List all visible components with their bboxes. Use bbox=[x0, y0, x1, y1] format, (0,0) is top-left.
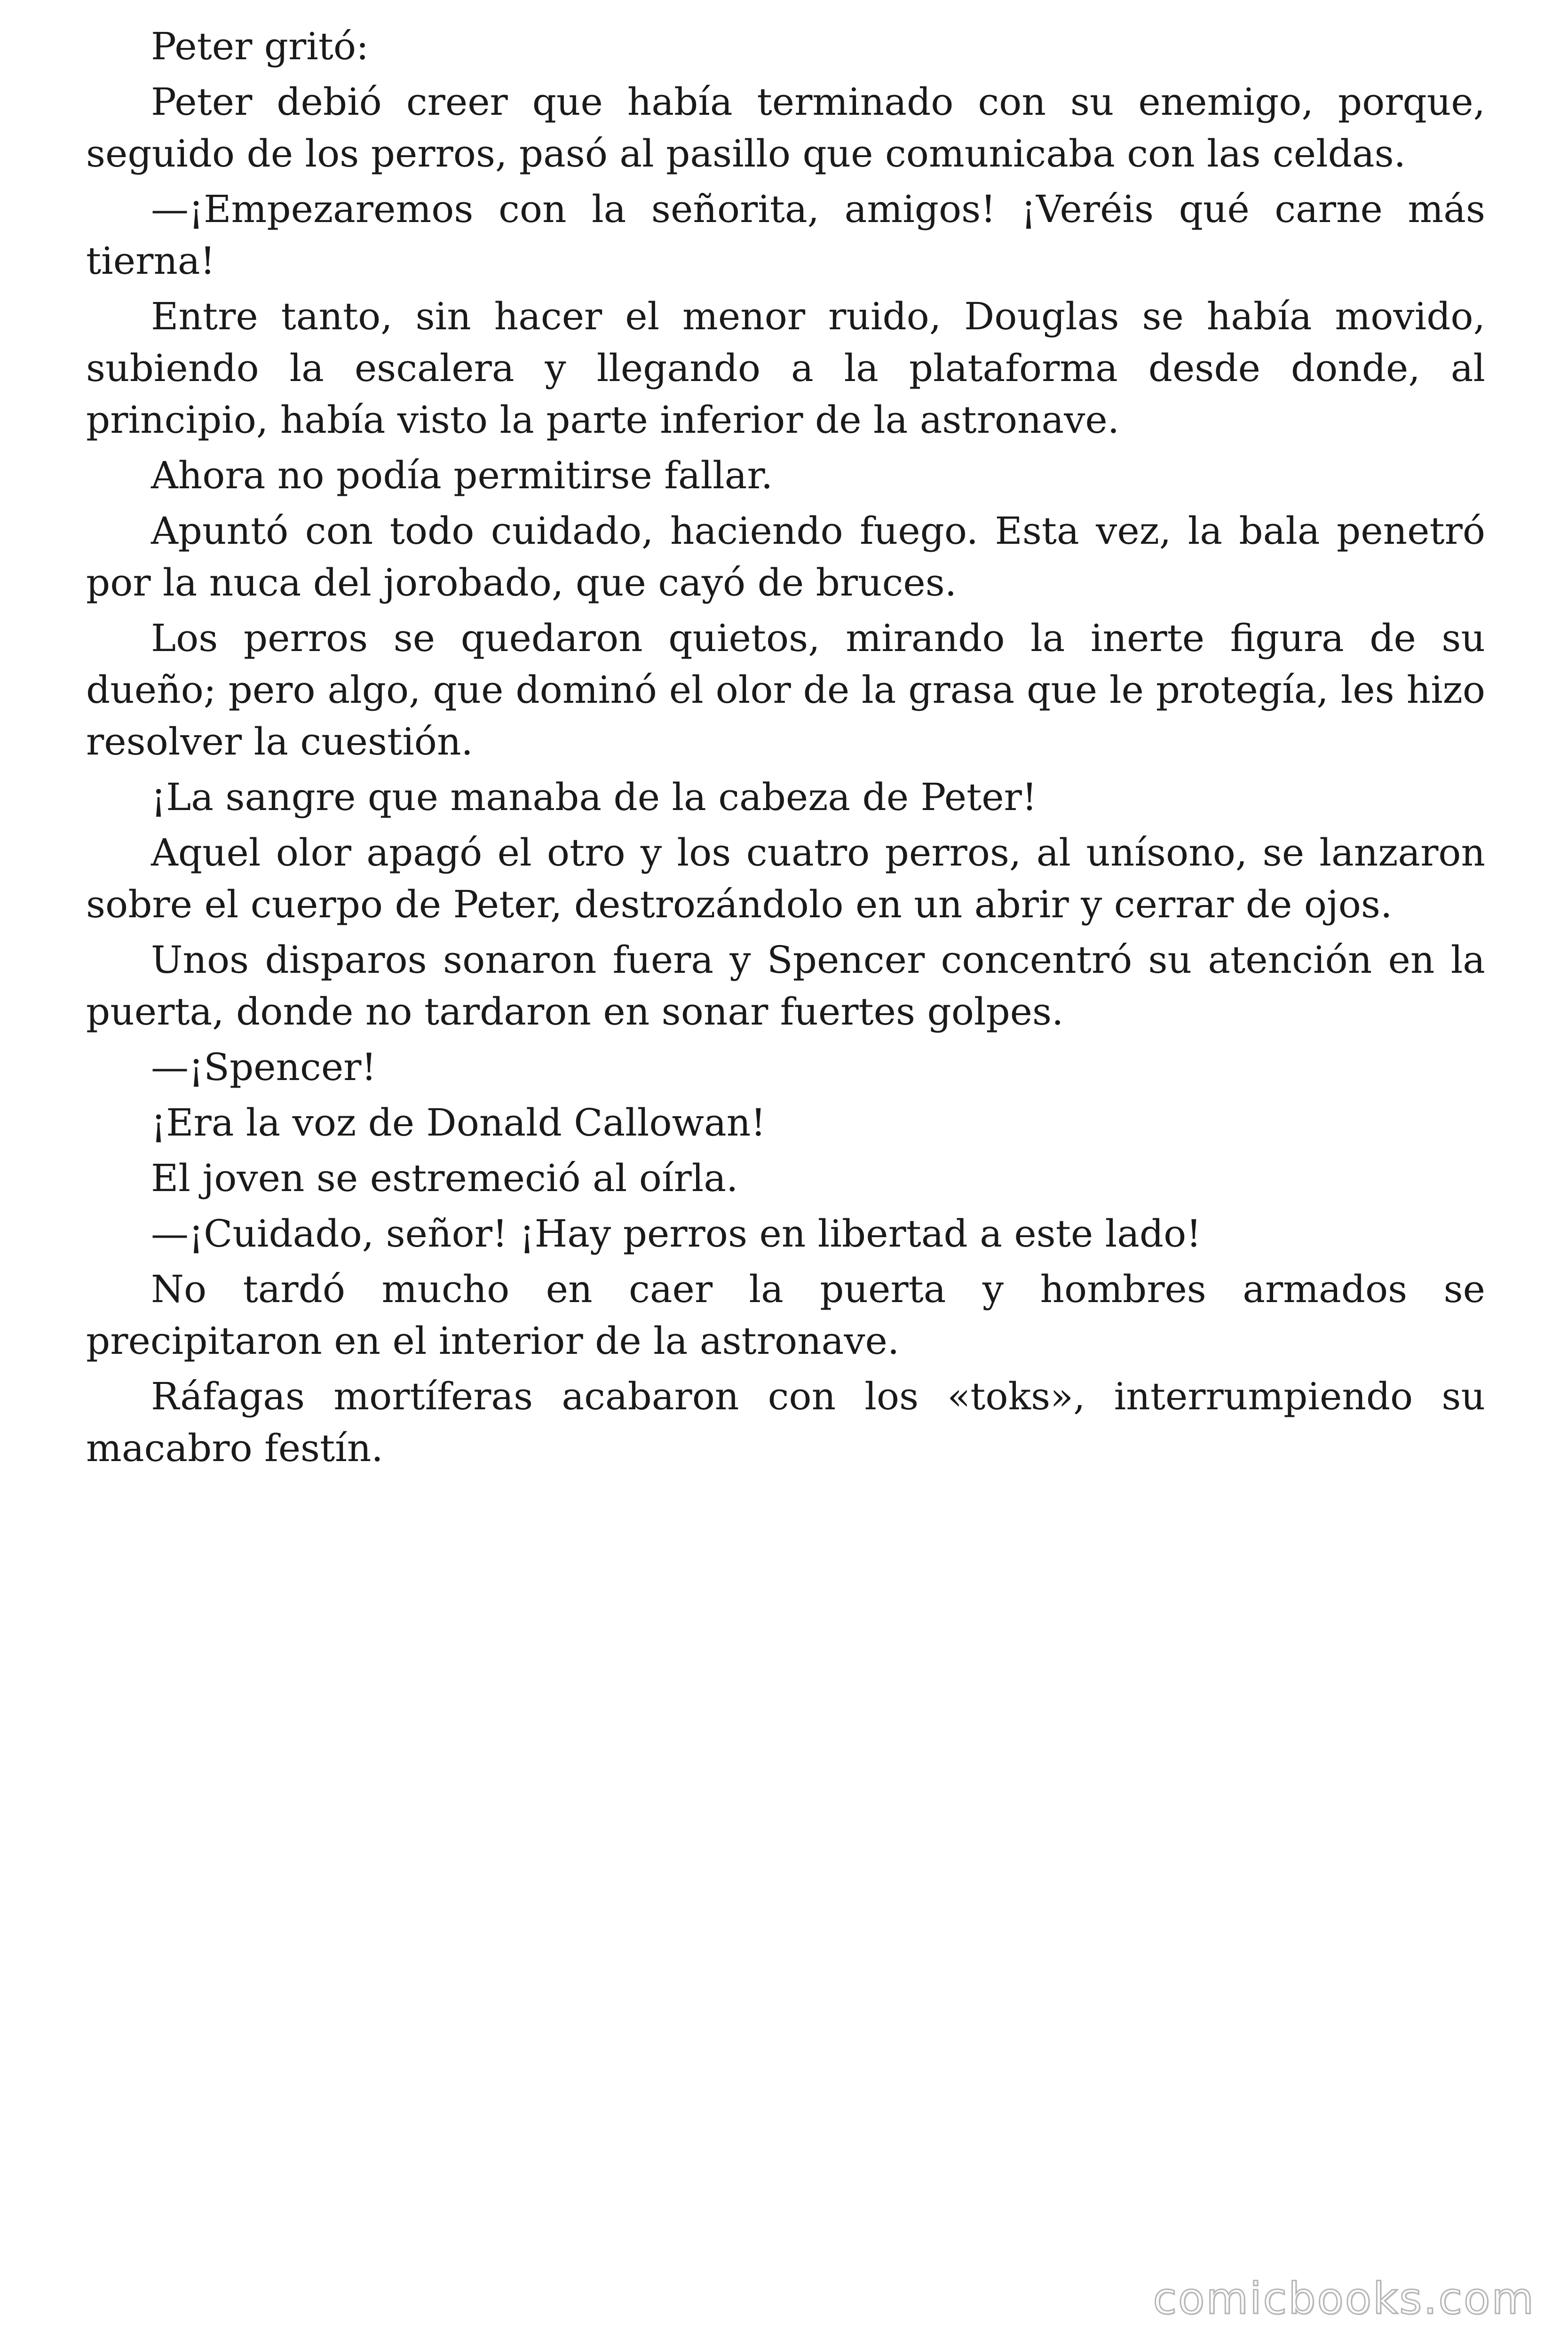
paragraph: Los perros se quedaron quietos, mirando la inerte figura de su dueño; pero algo, que dominó el olor de la grasa que le protegía, les hizo resolver la cuestión. bbox=[86, 616, 1485, 763]
paragraph: Entre tanto, sin hacer el menor ruido, Douglas se había movido, subiendo la escalera y llegando a la plataforma desde donde, al principio, había visto la parte inferior de la astronave. bbox=[86, 294, 1485, 442]
paragraph: Ráfagas mortíferas acabaron con los «toks», interrumpiendo su macabro festín. bbox=[86, 1375, 1485, 1470]
paragraph: Unos disparos sonaron fuera y Spencer concentró su atención en la puerta, donde no tardaron en sonar fuertes golpes. bbox=[86, 938, 1485, 1033]
watermark: comicbooks.com bbox=[1153, 2273, 1535, 2324]
paragraph: —¡Empezaremos con la señorita, amigos! ¡Veréis qué carne más tierna! bbox=[86, 187, 1485, 283]
paragraph: No tardó mucho en caer la puerta y hombres armados se precipitaron en el interior de la astronave. bbox=[86, 1267, 1485, 1363]
paragraph: Aquel olor apagó el otro y los cuatro perros, al unísono, se lanzaron sobre el cuerpo de Peter, destrozándolo en un abrir y cerrar de ojos. bbox=[86, 831, 1485, 926]
paragraph: —¡Spencer! bbox=[151, 1045, 377, 1089]
paragraph: Apuntó con todo cuidado, haciendo fuego. Esta vez, la bala penetró por la nuca del jorobado, que cayó de bruces. bbox=[86, 509, 1485, 604]
paragraph: ¡La sangre que manaba de la cabeza de Peter! bbox=[151, 775, 1037, 819]
page-text bbox=[86, 21, 1485, 1478]
paragraph: ¡Era la voz de Donald Callowan! bbox=[151, 1101, 766, 1144]
paragraph: —¡Cuidado, señor! ¡Hay perros en libertad a este lado! bbox=[151, 1212, 1202, 1255]
paragraph: Peter debió creer que había terminado con su enemigo, porque, seguido de los perros, pasó al pasillo que comunicaba con las celdas. bbox=[86, 80, 1485, 175]
paragraph: Ahora no podía permitirse fallar. bbox=[151, 453, 773, 497]
paragraph: Peter gritó: bbox=[151, 24, 369, 68]
paragraph: El joven se estremeció al oírla. bbox=[151, 1156, 738, 1200]
